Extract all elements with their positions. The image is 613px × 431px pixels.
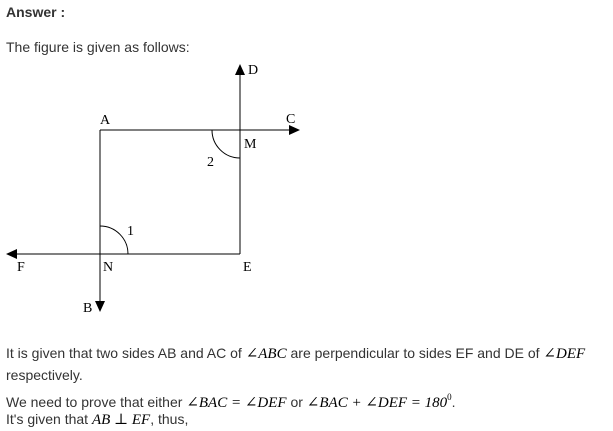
arrowhead-d — [235, 64, 245, 75]
angle-abc-expression: ∠ABC — [245, 346, 287, 362]
label-m: M — [244, 137, 257, 152]
label-b: B — [83, 301, 93, 316]
label-1: 1 — [127, 224, 134, 239]
label-a: A — [100, 113, 111, 128]
degree-superscript: 0 — [447, 392, 452, 402]
label-d: D — [248, 63, 259, 78]
statement-3-end: . — [451, 394, 456, 410]
statement-3-text-a: We need to prove that either — [6, 394, 187, 410]
statement-3-or: or — [286, 394, 307, 410]
label-n: N — [103, 260, 114, 275]
label-e: E — [243, 260, 252, 275]
perpendicular-expression: AB ⊥ EF — [91, 412, 151, 428]
label-f: F — [17, 260, 25, 275]
label-c: C — [286, 112, 296, 127]
statement-line-3 — [6, 388, 456, 412]
answer-heading: Answer : — [6, 4, 66, 20]
statement-1-text-b: are perpendicular to sides EF and DE of — [286, 345, 544, 361]
statement-4-text-a: It's given that — [6, 411, 92, 427]
statement-line-2: respectively. — [6, 367, 83, 383]
statement-1-text-a: It is given that two sides AB and AC of — [6, 345, 246, 361]
angle-2-arc — [212, 130, 240, 158]
arrowhead-f — [6, 249, 17, 259]
statement-line-4 — [6, 410, 188, 429]
sum-expression: ∠BAC + ∠DEF = 180 — [306, 395, 448, 411]
arrowhead-b — [95, 301, 105, 312]
statement-line-1 — [6, 344, 585, 363]
intro-text: The figure is given as follows: — [6, 39, 190, 55]
label-2: 2 — [207, 155, 214, 170]
statement-4-end: , thus, — [150, 411, 189, 427]
angle-def-expression: ∠DEF — [543, 346, 586, 362]
angle-1-arc — [100, 226, 128, 254]
equality-expression: ∠BAC = ∠DEF — [186, 395, 287, 411]
